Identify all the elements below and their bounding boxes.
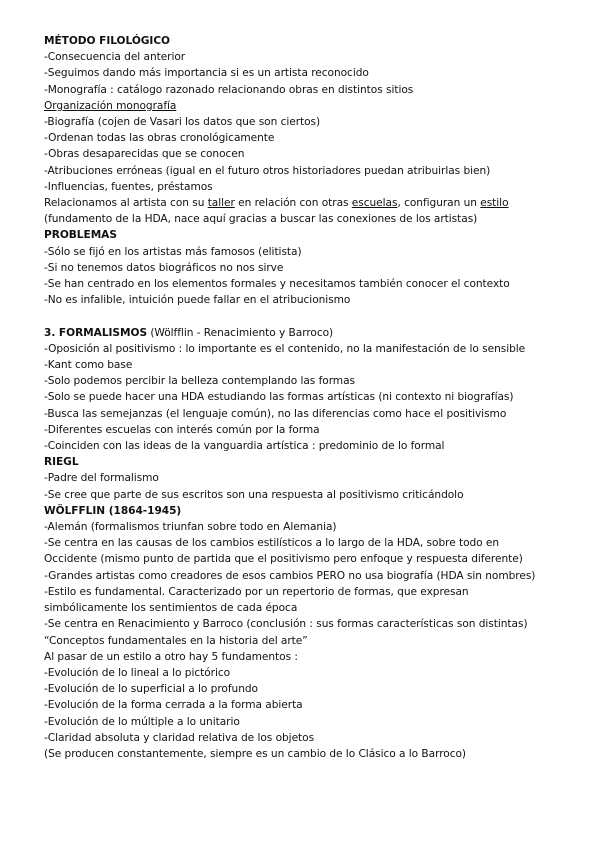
text-line: -Evolución de lo múltiple a lo unitario: [44, 715, 240, 728]
text-line: -Ordenan todas las obras cronológicamente: [44, 132, 275, 145]
text-line: (fundamento de la HDA, nace aquí gracias a buscar las conexiones de los artistas): [44, 213, 478, 226]
heading-subtitle: (Wölfflin - Renacimiento y Barroco): [147, 326, 334, 339]
text-line: simbólicamente los sentimientos de cada época: [44, 602, 298, 615]
text-line: -Oposición al positivismo : lo importante es el contenido, no la manifestación de lo sensible: [44, 342, 526, 355]
text-line: -Padre del formalismo: [44, 472, 159, 485]
text-line: -Seguimos dando más importancia si es un artista reconocido: [44, 67, 369, 80]
underlined-term-escuelas: escuelas: [351, 197, 398, 210]
underlined-term-taller: taller: [207, 197, 235, 210]
text-line: -Se cree que parte de sus escritos son una respuesta al positivismo criticándolo: [44, 488, 464, 501]
text-line: -Influencias, fuentes, préstamos: [44, 180, 213, 193]
text-run: Relacionamos al artista con su: [44, 197, 208, 210]
text-line: -Busca las semejanzas (el lenguaje común), no las diferencias como hace el positivismo: [44, 407, 507, 420]
text-line: Occidente (mismo punto de partida que el positivismo pero enfoque y respuesta diferente): [44, 553, 523, 566]
heading-text: 3. FORMALISMOS: [44, 326, 148, 339]
section-heading-formalismos: [44, 325, 574, 341]
text-line: -Coinciden con las ideas de la vanguardia artística : predominio de lo formal: [44, 440, 445, 453]
text-line: -Diferentes escuelas con interés común por la forma: [44, 423, 320, 436]
text-line: -Estilo es fundamental. Caracterizado por un repertorio de formas, que expresan: [44, 585, 469, 598]
subheading-organizacion-monografia: Organización monografía: [44, 99, 177, 112]
section-heading-problemas: PROBLEMAS: [44, 229, 117, 242]
text-line: -Kant como base: [44, 359, 133, 372]
text-line: -Se centra en Renacimiento y Barroco (conclusión : sus formas características son distintas): [44, 618, 528, 631]
text-line: -Obras desaparecidas que se conocen: [44, 148, 245, 161]
text-line: -Claridad absoluta y claridad relativa de los objetos: [44, 731, 315, 744]
text-line: “Conceptos fundamentales en la historia del arte”: [44, 634, 308, 647]
text-line-relacionamos: [44, 195, 574, 211]
section-heading-wolfflin: WÖLFFLIN (1864-1945): [44, 504, 182, 517]
text-run: , configuran un: [397, 197, 481, 210]
section-heading-metodo-filologico: MÉTODO FILOLÓGICO: [44, 35, 171, 47]
document-body: [44, 33, 574, 762]
underlined-term-estilo: estilo: [480, 197, 509, 210]
text-run: en relación con otras: [234, 197, 352, 210]
text-line: -Si no tenemos datos biográficos no nos sirve: [44, 261, 284, 274]
text-line: -Alemán (formalismos triunfan sobre todo en Alemania): [44, 521, 337, 534]
text-line: Al pasar de un estilo a otro hay 5 fundamentos :: [44, 650, 298, 663]
text-line: -Se han centrado en los elementos formales y necesitamos también conocer el contexto: [44, 278, 510, 291]
text-line: -Monografía : catálogo razonado relacionando obras en distintos sitios: [44, 83, 414, 96]
text-line: -Solo se puede hacer una HDA estudiando las formas artísticas (ni contexto ni biografías): [44, 391, 514, 404]
blank-spacer: [44, 308, 574, 324]
text-line: -Grandes artistas como creadores de esos cambios PERO no usa biografía (HDA sin nombres): [44, 569, 536, 582]
text-line: -Biografía (cojen de Vasari los datos que son ciertos): [44, 116, 321, 129]
text-line: -Evolución de lo superficial a lo profundo: [44, 683, 258, 696]
text-line: -Evolución de la forma cerrada a la forma abierta: [44, 699, 303, 712]
text-line: -Atribuciones erróneas (igual en el futuro otros historiadores puedan atribuirlas bien): [44, 164, 491, 177]
text-line: -Consecuencia del anterior: [44, 51, 186, 64]
text-line: (Se producen constantemente, siempre es un cambio de lo Clásico a lo Barroco): [44, 747, 466, 760]
text-line: -Solo podemos percibir la belleza contemplando las formas: [44, 375, 355, 388]
text-line: -Se centra en las causas de los cambios estilísticos a lo largo de la HDA, sobre todo en: [44, 537, 500, 550]
text-line: -No es infalible, intuición puede fallar en el atribucionismo: [44, 294, 351, 307]
text-line: -Evolución de lo lineal a lo pictórico: [44, 666, 231, 679]
text-line: -Sólo se fijó en los artistas más famosos (elitista): [44, 245, 302, 258]
section-heading-riegl: RIEGL: [44, 456, 79, 469]
